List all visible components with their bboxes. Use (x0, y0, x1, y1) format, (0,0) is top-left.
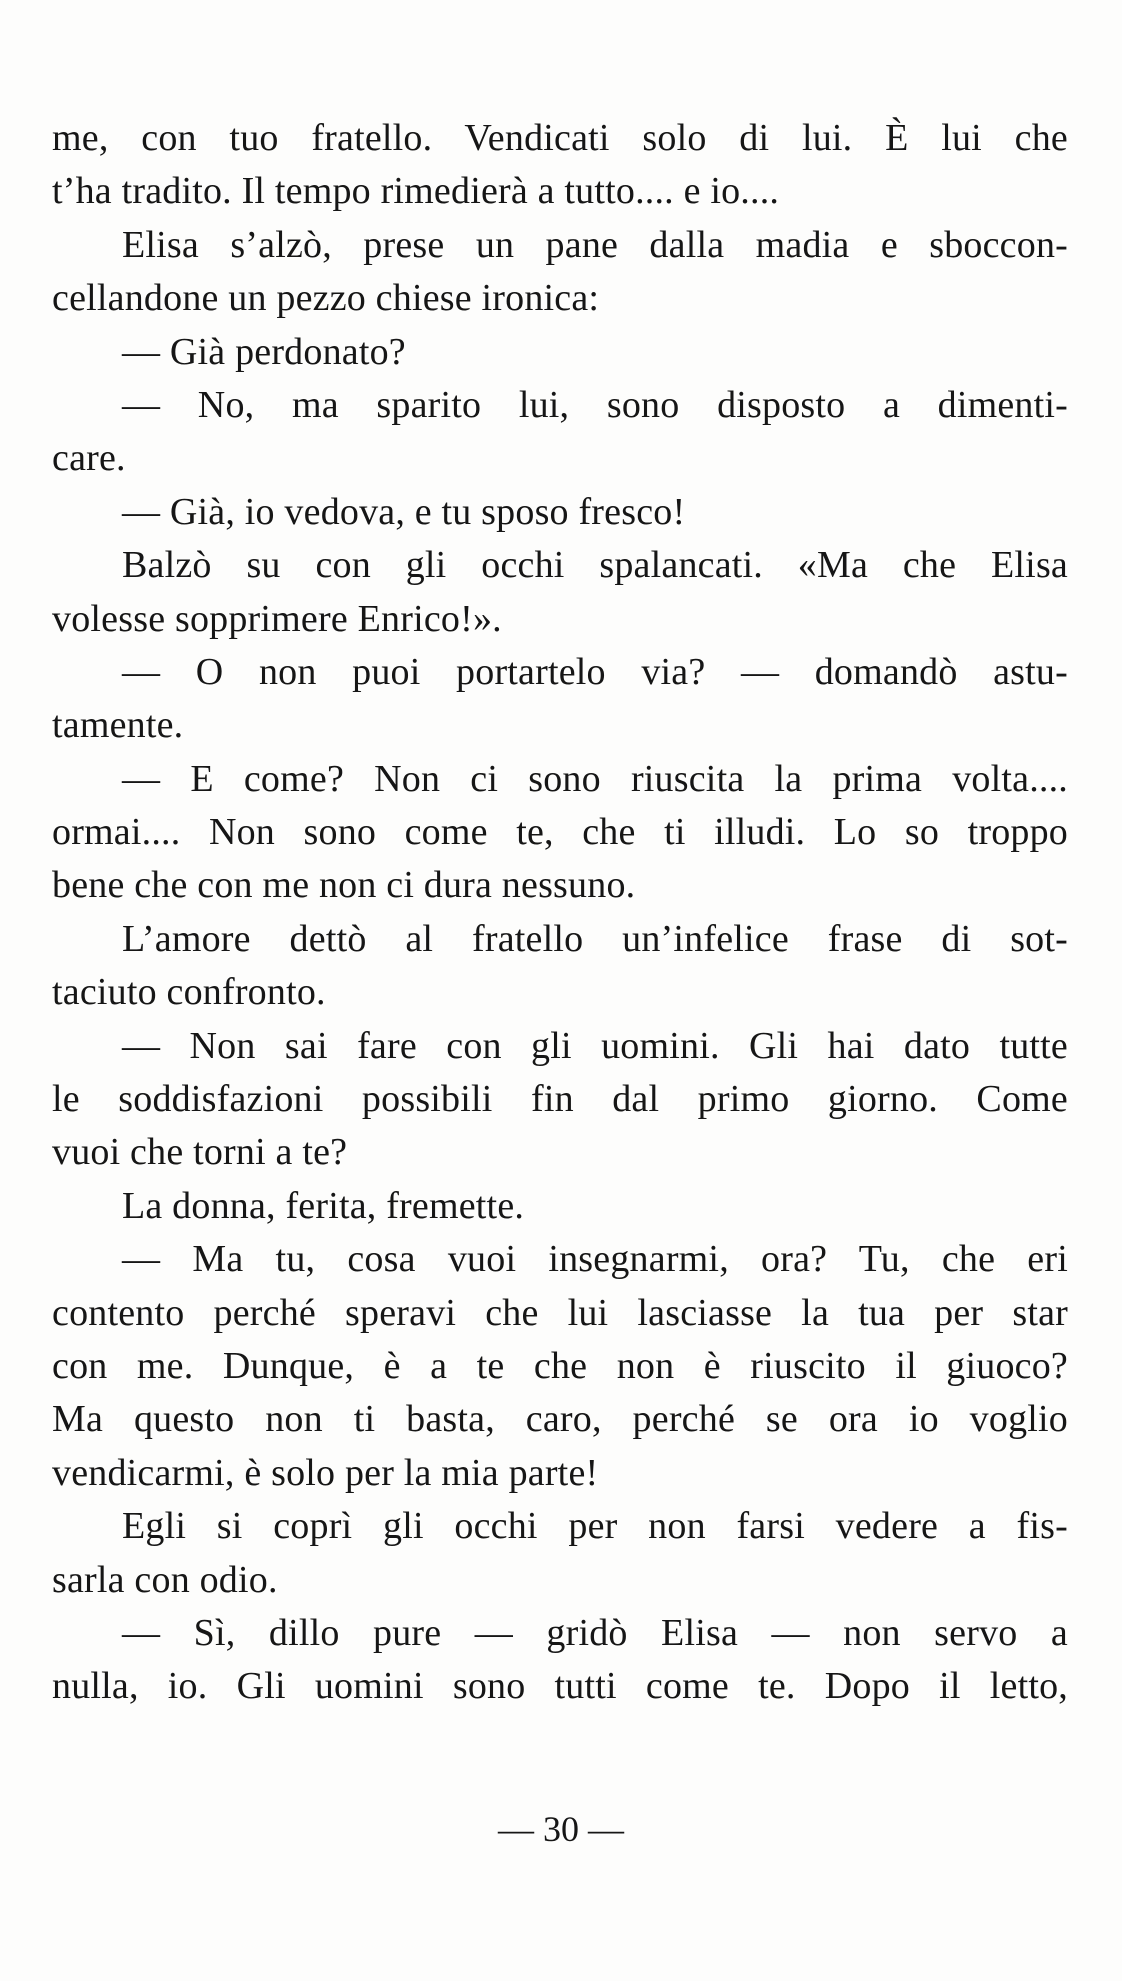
text-line: La donna, ferita, fremette. (122, 1184, 525, 1227)
text-line: care. (52, 437, 126, 480)
text-line: Ma questo non ti basta, caro, perché se ora io voglio (52, 1398, 1068, 1441)
text-line: — Già, io vedova, e tu sposo fresco! (122, 490, 686, 533)
page-number: — 30 — (498, 1809, 624, 1849)
text-line: — E come? Non ci sono riuscita la prima volta.... (122, 757, 1068, 800)
text-line: contento perché speravi che lui lasciasse la tua per star (52, 1291, 1068, 1334)
text-line: vuoi che torni a te? (52, 1131, 348, 1174)
text-line: volesse sopprimere Enrico!». (52, 597, 502, 640)
text-line: taciuto confronto. (52, 971, 326, 1014)
text-line: vendicarmi, è solo per la mia parte! (52, 1451, 599, 1494)
text-line: — No, ma sparito lui, sono disposto a dimenti- (122, 383, 1068, 426)
text-line: — Non sai fare con gli uomini. Gli hai dato tutte (122, 1024, 1068, 1067)
text-line: con me. Dunque, è a te che non è riuscito il giuoco? (52, 1344, 1068, 1387)
text-line: nulla, io. Gli uomini sono tutti come te. Dopo il letto, (52, 1665, 1068, 1708)
text-line: tamente. (52, 704, 184, 747)
text-line: — Già perdonato? (122, 330, 406, 373)
text-line: me, con tuo fratello. Vendicati solo di lui. È lui che (52, 117, 1068, 159)
text-line: le soddisfazioni possibili fin dal primo giorno. Come (52, 1078, 1068, 1121)
text-line: sarla con odio. (52, 1558, 278, 1601)
text-line: ormai.... Non sono come te, che ti illudi. Lo so troppo (52, 811, 1068, 854)
text-line: cellandone un pezzo chiese ironica: (52, 277, 600, 320)
text-line: L’amore dettò al fratello un’infelice frase di sot- (122, 917, 1068, 960)
body-text (52, 112, 1068, 1714)
text-line: Balzò su con gli occhi spalancati. «Ma che Elisa (122, 544, 1068, 587)
text-line: — Ma tu, cosa vuoi insegnarmi, ora? Tu, che eri (122, 1238, 1068, 1281)
text-line: t’ha tradito. Il tempo rimedierà a tutto.... e io.... (52, 170, 780, 213)
text-line: Egli si coprì gli occhi per non farsi vedere a fis- (122, 1505, 1068, 1548)
text-line: Elisa s’alzò, prese un pane dalla madia e sboccon- (122, 223, 1068, 266)
text-line: bene che con me non ci dura nessuno. (52, 864, 636, 907)
text-line: — Sì, dillo pure — gridò Elisa — non servo a (122, 1611, 1068, 1654)
text-line: — O non puoi portartelo via? — domandò astu- (122, 650, 1068, 693)
